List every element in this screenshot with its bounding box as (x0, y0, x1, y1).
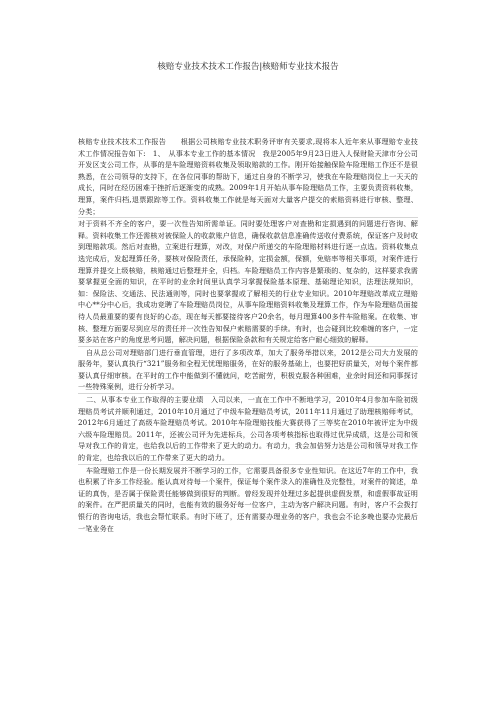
paragraph-1: 核赔专业技术技术工作报告 根据公司核赔专业技术职务评审有关要求,现将本人近年来从事理赔专业技术工作情况报告如下: 1、 从事本专业工作的基本情况 我是2005年9月23日进入人保财险天津市分公司开发区支公司工作，从事的是车险理赔资料收集及领取赔款的工作。刚开始接触保险车险理赔工作还不是很熟悉，在公司领导的支持下，在各位同事的帮助下，通过自身的不断学习，使我在车险理赔岗位上一天天的成长，同时在经历困难于挫折后逐渐变的成熟。2009年1月开始从事车险理赔员工作，主要负责资料收集，理算，案件归档,退票跟踪等工作。资料收集工作就是每天面对大量客户提交的索赔资料进行审核、整理、分类； (78, 137, 418, 216)
document-body (78, 136, 418, 534)
paragraph-2: 对于资料不齐全的客户，要一次性告知所需单证。同时要处理客户对查勘和定损遇到的问题进行咨询、解释。资料收集工作还需核对被保险人的收款账户信息，确保收款信息准确传送收付费系统，保证客户及时收到理赔款项。然后对查勘，立案进行理算，对改，对保户所递交的车险理赔材料进行逐一点选。资料收集点选完成后，发起理算任务，要核对保险责任，承保险种，定损金额，保额，免赔率等相关事项，对案件进行理算并提交上级核赔，核赔通过后整理并全，归档。车险理赔员工作内容是繁琐的、复杂的，这样要求我需要掌握更全面的知识，在平时的业余时间里认真学习掌握保险基本原理、基础理论知识，法理法规知识，如：保险法、交通法、民法通则等，同时也要掌握或了解相关的行业专业知识。2010年理赔改革成立理赔中心**分中心后，我成功竞聘了车险理赔员岗位，从事车险理赔资料收集及理算工作，作为车险理赔员面接待人员最重要的要有良好的心态，现在每天都要接待客户20余名，每月理算400多件车险赔案。在收集、审核、整理方面要尽到应尽的责任并一次性告知保户索赔需要的手续。有时，也会碰到比较难缠的客户，一定要多站在客户的角度思考问题，解决问题，根据保险条款和有关规定给客户耐心细致的解释。 (78, 219, 418, 345)
paragraph-4: 二、从事本专业工作取得的主要业绩 入司以来，一直在工作中不断地学习，2010年4月参加车险初级理赔员考试并顺利通过，2010年10月通过了中级车险理赔员考试，2011年11月通过了助理核赔师考试，2012年6月通过了高级车险理赔员考试。2010年车险理赔技能大赛获得了三等奖在2010年被评定为中级六级车险理赔员。2011年，还被公司评为先进标兵，公司各项考核指标也取得过优异成绩，这是公司和领导对我工作的肯定，也给我以后的工作带来了更大的动力。有动力，我会加倍努力达是公司和领导对我工作的肯定，也给我以后的工作带来了更大的动力。 (78, 395, 418, 463)
document-title: 核赔专业技术技术工作报告|核赔师专业技术报告 (157, 62, 339, 72)
paragraph-5: 车险理赔工作是一份长期发展并不断学习的工作，它需要具备很多专业性知识。在这近7年的工作中，我也积累了许多工作经验。能认真对待每一个案件，保证每个案件录入的准确性及完整性，对案件的简述，单证的真伪，是否属于保险责任能够做到很好的判断。曾经发现并处理过多起提供虚假发票，和虚假事故证明的案件。在严把质量关的同时，也能有效的服务好每一位客户，主动为客户解决问题。有时，客户不会拨打银行的咨询电话，我也会帮忙联系。有时下班了，还有需要办理业务的客户，我也会不论多晚也要办完最后一笔业务在 (78, 465, 418, 533)
paragraph-3: 自从总公司对理赔部门进行垂直管理，进行了多项改革，加大了服务举措以来，2012是公司大力发展的服务年，要认真执行“321”服务和全程无忧理赔服务，在好的服务基础上，也要把好质量关，对每个案件都要认真仔细审核。在平时的工作中能做到不懂就问，吃苦耐劳，积极克服各种困难，业余时间还和同事探讨一些特殊案例，进行分析学习。 (78, 347, 418, 392)
